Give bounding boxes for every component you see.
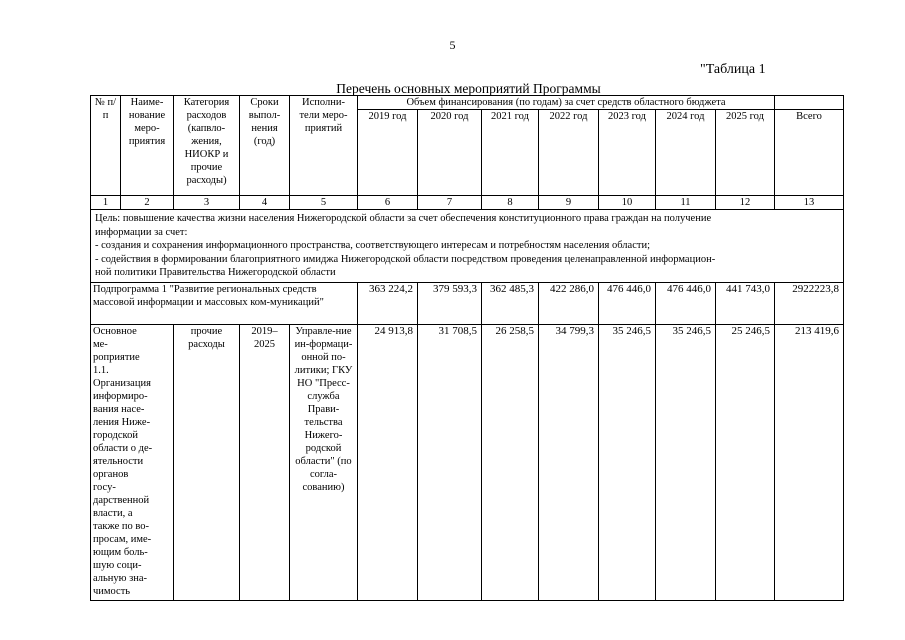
header-name: Наиме-нование меро-приятия bbox=[121, 96, 174, 196]
measure-value: 26 258,5 bbox=[482, 324, 539, 600]
program-goal bbox=[91, 210, 844, 283]
column-number: 7 bbox=[418, 196, 482, 210]
header-empty bbox=[775, 96, 844, 110]
header-terms: Сроки выпол-нения (год) bbox=[240, 96, 290, 196]
column-number: 1 bbox=[91, 196, 121, 210]
measure-terms: 2019–2025 bbox=[240, 324, 290, 600]
measure-value: 35 246,5 bbox=[599, 324, 656, 600]
table-reference: "Таблица 1 bbox=[700, 62, 766, 77]
subprogram-total: 2922223,8 bbox=[775, 282, 844, 324]
measure-value: 34 799,3 bbox=[539, 324, 599, 600]
column-number: 13 bbox=[775, 196, 844, 210]
header-year: 2019 год bbox=[358, 110, 418, 196]
table-caption: Перечень основных мероприятий Программы bbox=[336, 81, 601, 96]
subprogram-value: 476 446,0 bbox=[656, 282, 716, 324]
measure-value: 24 913,8 bbox=[358, 324, 418, 600]
subprogram-value: 422 286,0 bbox=[539, 282, 599, 324]
column-number: 12 bbox=[716, 196, 775, 210]
header-year: 2025 год bbox=[716, 110, 775, 196]
column-number: 5 bbox=[290, 196, 358, 210]
header-total: Всего bbox=[775, 110, 844, 196]
measures-table bbox=[90, 95, 844, 601]
measure-value: 31 708,5 bbox=[418, 324, 482, 600]
subprogram-value: 379 593,3 bbox=[418, 282, 482, 324]
goal-line: информации за счет: bbox=[95, 226, 188, 238]
column-number: 8 bbox=[482, 196, 539, 210]
header-year: 2024 год bbox=[656, 110, 716, 196]
page-number: 5 bbox=[449, 38, 456, 52]
measure-value: 35 246,5 bbox=[656, 324, 716, 600]
goal-line: - создания и сохранения информационного пространства, соответствующего интересам и потребностям населения области; bbox=[95, 240, 650, 251]
measure-total: 213 419,6 bbox=[775, 324, 844, 600]
header-category: Категория расходов (капвло-жения, НИОКР и прочие расходы) bbox=[174, 96, 240, 196]
measure-title: Основное ме-роприятие 1.1. Организация информиро-вания насе-ления Ниже-городской области о де-ятельности органов госу-дарственной власти, а также по во-просам, име-ющим боль-шую соци-альную зна-чимость bbox=[91, 324, 174, 600]
measure-category: прочие расходы bbox=[174, 324, 240, 600]
column-number: 10 bbox=[599, 196, 656, 210]
goal-line: Цель: повышение качества жизни населения Нижегородской области за счет обеспечения конституционного права граждан на получение bbox=[95, 213, 712, 224]
subprogram-title: Подпрограмма 1 "Развитие региональных средств массовой информации и массовых ком-муникаций" bbox=[91, 282, 358, 324]
goal-line: ной политики Правительства Нижегородской области bbox=[95, 267, 336, 278]
column-number: 6 bbox=[358, 196, 418, 210]
header-year: 2021 год bbox=[482, 110, 539, 196]
measure-value: 25 246,5 bbox=[716, 324, 775, 600]
header-year: 2022 год bbox=[539, 110, 599, 196]
header-funding: Объем финансирования (по годам) за счет средств областного бюджета bbox=[358, 96, 775, 110]
column-number: 4 bbox=[240, 196, 290, 210]
subprogram-value: 363 224,2 bbox=[358, 282, 418, 324]
header-number: № п/п bbox=[91, 96, 121, 196]
header-year: 2020 год bbox=[418, 110, 482, 196]
column-number: 3 bbox=[174, 196, 240, 210]
column-number: 11 bbox=[656, 196, 716, 210]
goal-line: - содействия в формировании благоприятного имиджа Нижегородской области посредством проведения целенаправленной информацион- bbox=[95, 253, 716, 265]
column-number: 2 bbox=[121, 196, 174, 210]
column-number: 9 bbox=[539, 196, 599, 210]
subprogram-value: 441 743,0 bbox=[716, 282, 775, 324]
header-year: 2023 год bbox=[599, 110, 656, 196]
measure-executors: Управле-ние ин-формаци-онной по-литики; ГКУ НО "Пресс-служба Прави-тельства Нижего-родской области" (по согла-сованию) bbox=[290, 324, 358, 600]
subprogram-value: 362 485,3 bbox=[482, 282, 539, 324]
header-executors: Исполни-тели меро-приятий bbox=[290, 96, 358, 196]
subprogram-value: 476 446,0 bbox=[599, 282, 656, 324]
